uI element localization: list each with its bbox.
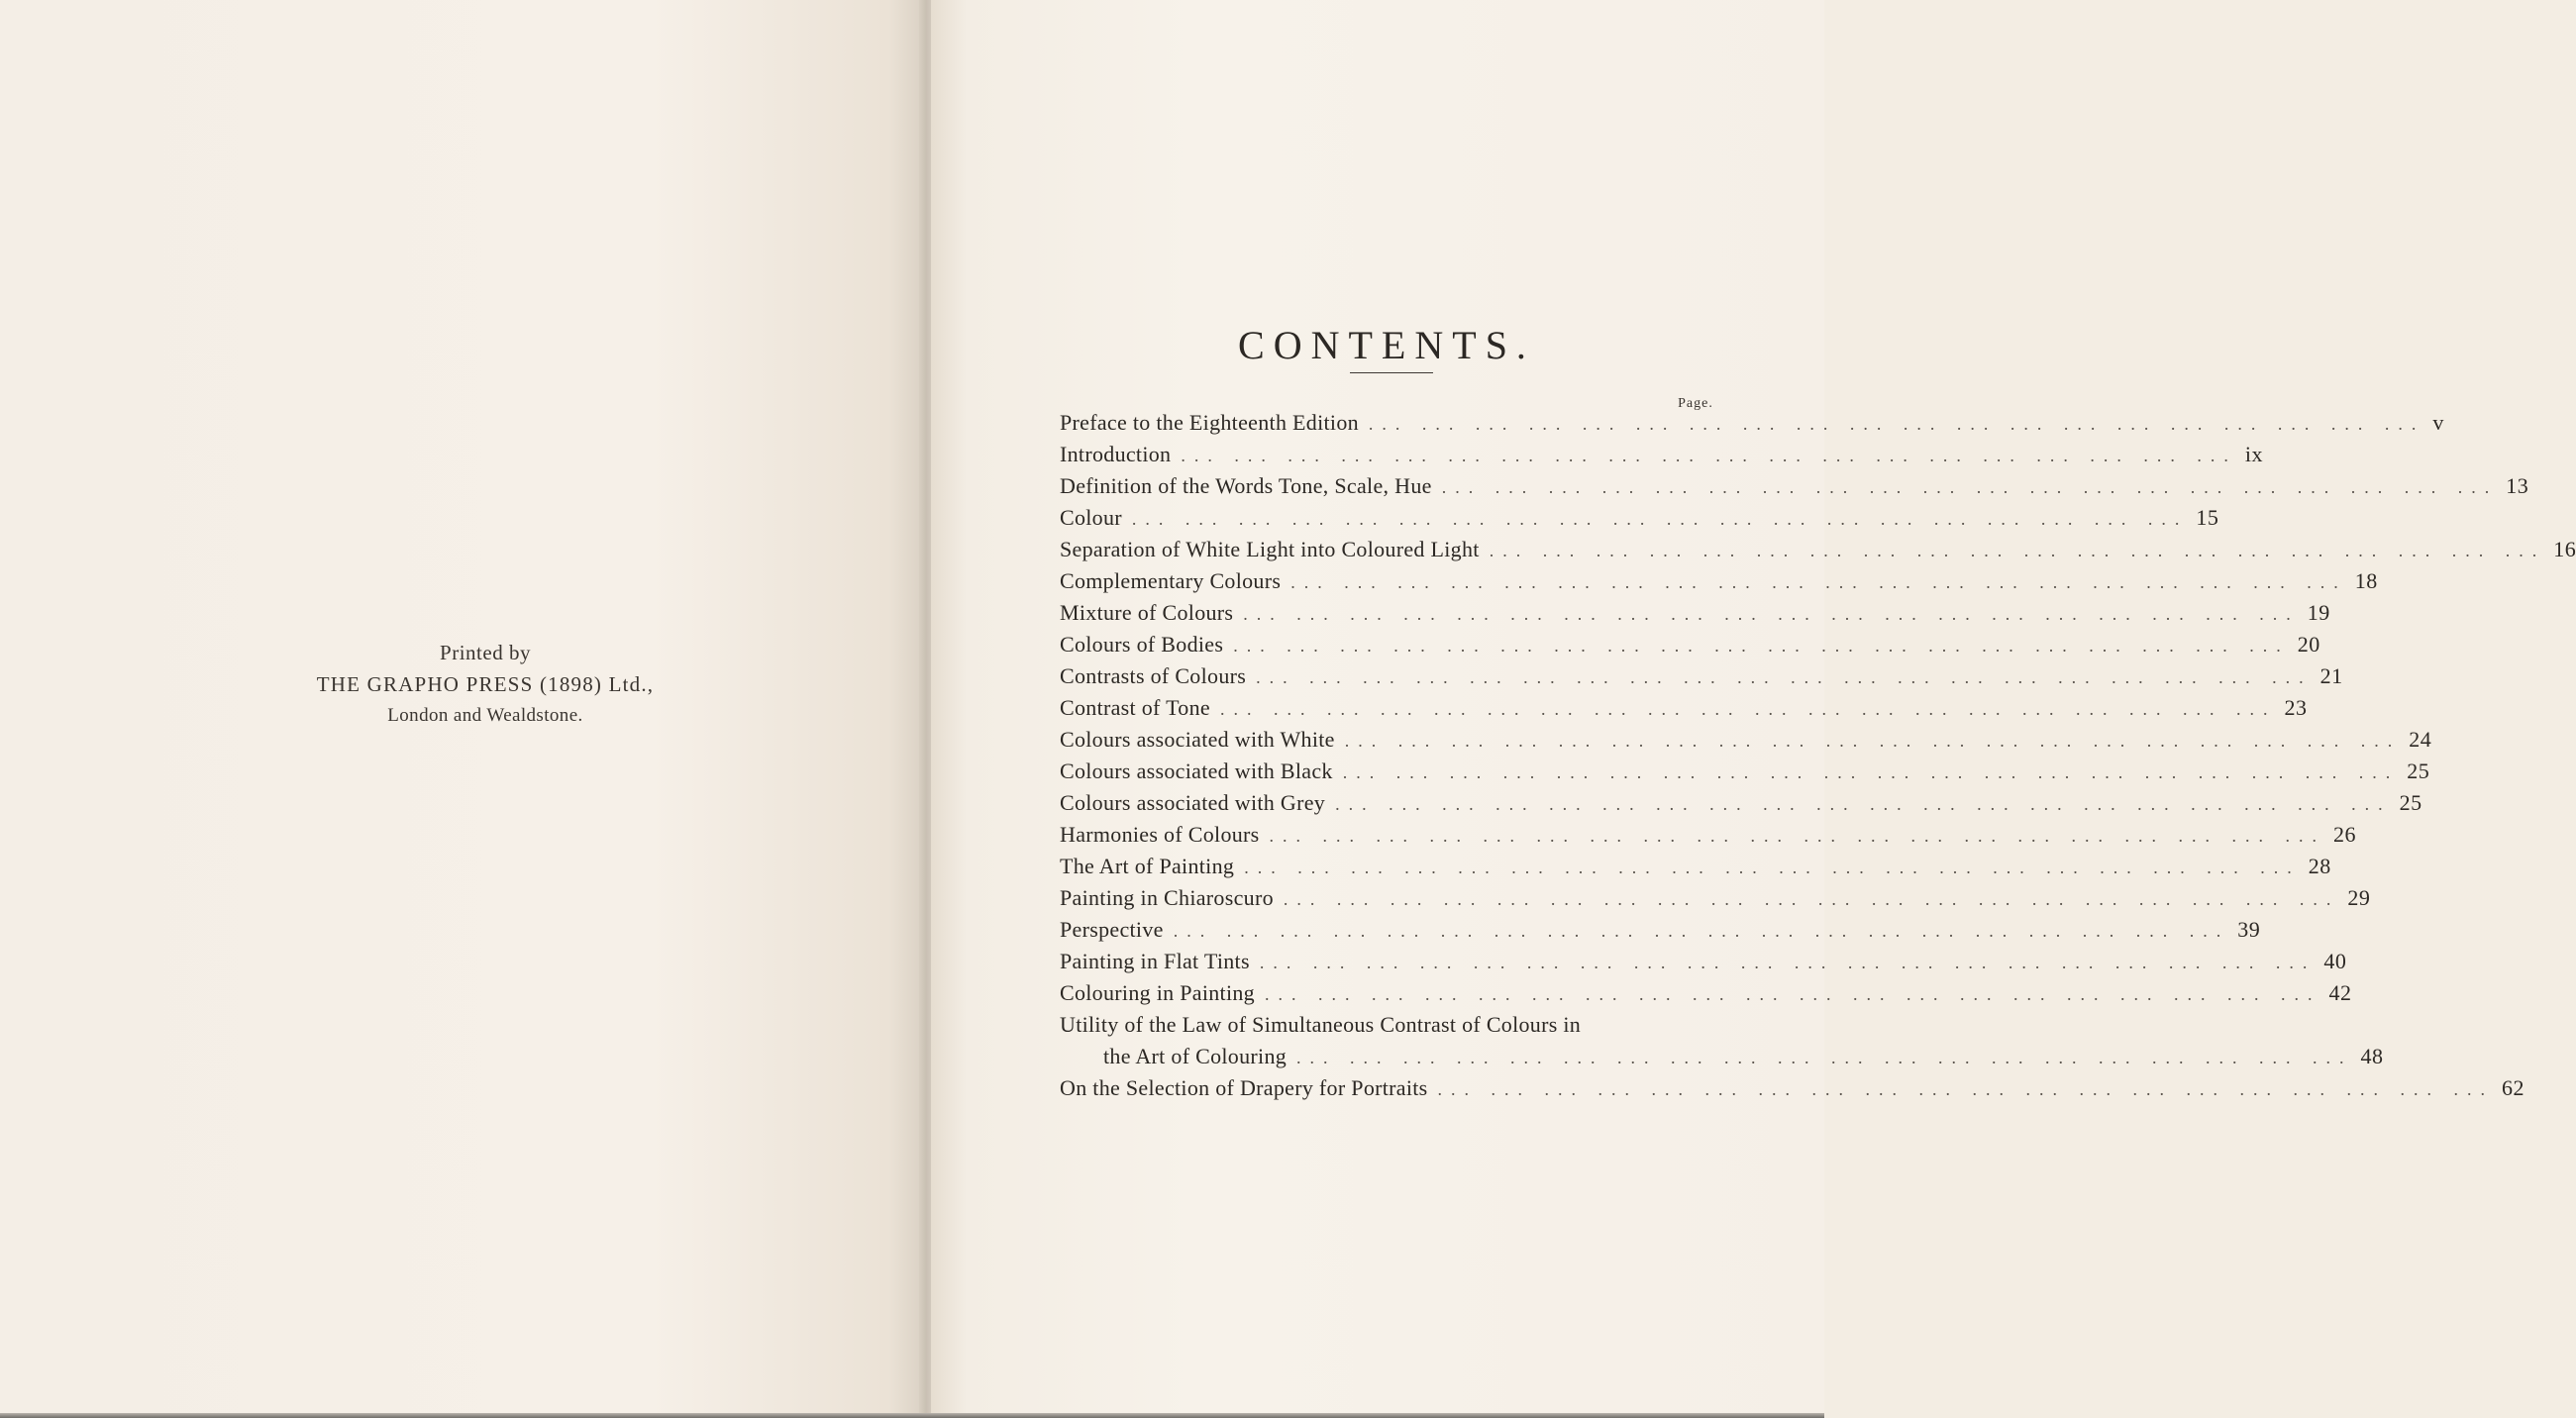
toc-leader-dots: ... ... ... ... ... ... ... ... ... ... ... ... ... ... ... ... ... ... ... ... [1335, 794, 2392, 814]
toc-entry-title: Perspective [1060, 917, 1164, 942]
toc-entry-title: The Art of Painting [1060, 854, 1235, 878]
toc-page-number: ix [2244, 442, 2263, 466]
toc-entry [1060, 1041, 2384, 1072]
toc-leader-dots: ... ... ... ... ... ... ... ... ... ... ... ... ... ... ... ... ... ... ... ... [1368, 414, 2425, 434]
toc-page-number: 21 [2319, 663, 2343, 688]
title-rule [1350, 372, 1433, 373]
toc-entry [1060, 629, 2320, 660]
printer-imprint [258, 637, 713, 732]
toc-entry [1060, 882, 2371, 914]
toc-entry [1060, 502, 2219, 534]
toc-entry [1060, 565, 2378, 597]
imprint-line-2: THE GRAPHO PRESS (1898) Ltd., [316, 672, 655, 696]
toc-entry [1060, 756, 2430, 787]
scan-bottom-edge [0, 1413, 1824, 1418]
toc-entry-title: Colours associated with Black [1060, 759, 1333, 783]
toc-page-number: v [2432, 410, 2444, 435]
toc-leader-dots: ... ... ... ... ... ... ... ... ... ... ... ... ... ... ... ... ... ... ... ... [1259, 953, 2317, 972]
left-page [0, 0, 926, 1418]
toc-entry [1060, 534, 2576, 565]
toc-entry-title: Separation of White Light into Coloured Light [1060, 537, 1480, 561]
toc-leader-dots: ... ... ... ... ... ... ... ... ... ... ... ... ... ... ... ... ... ... ... ... [1181, 446, 2237, 465]
toc-entry [1060, 1072, 2525, 1104]
toc-entry [1060, 597, 2330, 629]
toc-entry-title: Contrast of Tone [1060, 695, 1210, 720]
toc-entry-title: Painting in Flat Tints [1060, 949, 1250, 973]
toc-entry-title: Complementary Colours [1060, 568, 1282, 593]
toc-entry-title: Colours associated with White [1060, 727, 1335, 752]
toc-entry [1060, 914, 2261, 946]
toc-entry [1060, 787, 2422, 819]
toc-leader-dots: ... ... ... ... ... ... ... ... ... ... ... ... ... ... ... ... ... ... ... ... [1173, 921, 2230, 941]
toc-entry-title: Definition of the Words Tone, Scale, Hue [1060, 473, 1432, 498]
toc-page-number: 20 [2297, 632, 2320, 657]
toc-entry [1060, 851, 2331, 882]
toc-page-number: 40 [2323, 949, 2347, 973]
toc-leader-dots: ... ... ... ... ... ... ... ... ... ... ... ... ... ... ... ... ... ... ... ... [1264, 984, 2321, 1004]
contents-title: CONTENTS. [1238, 322, 1535, 367]
imprint-line-1: Printed by [440, 641, 531, 664]
toc-entry [1060, 724, 2432, 756]
toc-entry-title: Utility of the Law of Simultaneous Contrast of Colours in [1060, 1012, 1582, 1037]
toc-entry [1060, 977, 2352, 1009]
page-column-label: Page. [1678, 396, 1713, 411]
toc-entry-title: Painting in Chiaroscuro [1060, 885, 1274, 910]
toc-entry [1060, 1009, 1721, 1041]
toc-page-number: 29 [2347, 885, 2371, 910]
toc-entry [1060, 660, 2343, 692]
toc-leader-dots: ... ... ... ... ... ... ... ... ... ... ... ... ... ... ... ... ... ... ... ... [1437, 1079, 2495, 1099]
toc-page-number: 28 [2308, 854, 2331, 878]
toc-entry-title: On the Selection of Drapery for Portraits [1060, 1075, 1428, 1100]
toc-entry-title: the Art of Colouring [1103, 1044, 1288, 1068]
toc-page-number: 16 [2553, 537, 2576, 561]
toc-leader-dots: ... ... ... ... ... ... ... ... ... ... ... ... ... ... ... ... ... ... ... ... [1290, 572, 2347, 592]
toc-leader-dots: ... ... ... ... ... ... ... ... ... ... ... ... ... ... ... ... ... ... ... ... [1344, 731, 2402, 751]
toc-page-number: 19 [2307, 600, 2330, 625]
toc-page-number: 18 [2354, 568, 2378, 593]
toc-leader-dots: ... ... ... ... ... ... ... ... ... ... ... ... ... ... ... ... ... ... ... ... [1243, 604, 2300, 624]
toc-entry-title: Colours of Bodies [1060, 632, 1224, 657]
toc-entry [1060, 470, 2529, 502]
toc-page-number: 24 [2409, 727, 2432, 752]
toc-entry-title: Preface to the Eighteenth Edition [1060, 410, 1359, 435]
toc-page-number: 62 [2502, 1075, 2525, 1100]
toc-leader-dots: ... ... ... ... ... ... ... ... ... ... ... ... ... ... ... ... ... ... ... ... [1269, 826, 2326, 846]
toc-page-number: 15 [2196, 505, 2219, 530]
toc-leader-dots: ... ... ... ... ... ... ... ... ... ... ... ... ... ... ... ... ... ... ... ... [1256, 667, 2313, 687]
toc-entry-title: Colour [1060, 505, 1122, 530]
toc-leader-dots: ... ... ... ... ... ... ... ... ... ... ... ... ... ... ... ... ... ... ... ... [1283, 889, 2340, 909]
toc-page-number: 39 [2237, 917, 2261, 942]
toc-entry-title: Contrasts of Colours [1060, 663, 1247, 688]
toc-leader-dots: ... ... ... ... ... ... ... ... ... ... ... ... ... ... ... ... ... ... ... ... [1233, 636, 2290, 656]
toc-leader-dots: ... ... ... ... ... ... ... ... ... ... ... ... ... ... ... ... ... ... ... ... [1131, 509, 2189, 529]
table-of-contents [1060, 407, 2576, 1104]
toc-entry [1060, 692, 2308, 724]
toc-page-number: 25 [2407, 759, 2430, 783]
toc-entry [1060, 407, 2444, 439]
toc-leader-dots: ... ... ... ... ... ... ... ... ... ... ... ... ... ... ... ... ... ... ... ... [1244, 858, 2301, 877]
toc-entry-title: Mixture of Colours [1060, 600, 1234, 625]
toc-entry-title: Harmonies of Colours [1060, 822, 1260, 847]
toc-entry-title: Colours associated with Grey [1060, 790, 1326, 815]
toc-leader-dots: ... ... ... ... ... ... ... ... ... ... ... ... ... ... ... ... ... ... ... ... [1489, 541, 2546, 560]
toc-entry [1060, 439, 2263, 470]
toc-entry [1060, 819, 2357, 851]
toc-page-number: 13 [2506, 473, 2529, 498]
toc-page-number: 23 [2284, 695, 2308, 720]
toc-page-number: 26 [2333, 822, 2357, 847]
toc-entry-title: Colouring in Painting [1060, 980, 1255, 1005]
toc-entry [1060, 946, 2347, 977]
toc-leader-dots: ... ... ... ... ... ... ... ... ... ... ... ... ... ... ... ... ... ... ... ... [1219, 699, 2277, 719]
toc-page-number: 42 [2328, 980, 2352, 1005]
toc-leader-dots: ... ... ... ... ... ... ... ... ... ... ... ... ... ... ... ... ... ... ... ... [1441, 477, 2499, 497]
toc-page-number: 48 [2360, 1044, 2384, 1068]
toc-leader-dots: ... ... ... ... ... ... ... ... ... ... ... ... ... ... ... ... ... ... ... ... [1296, 1048, 2353, 1067]
imprint-line-3: London and Wealdstone. [387, 705, 583, 726]
toc-page-number: 25 [2399, 790, 2422, 815]
toc-entry-title: Introduction [1060, 442, 1172, 466]
toc-leader-dots: ... ... ... ... ... ... ... ... ... ... ... ... ... ... ... ... ... ... ... ... [1342, 762, 2400, 782]
